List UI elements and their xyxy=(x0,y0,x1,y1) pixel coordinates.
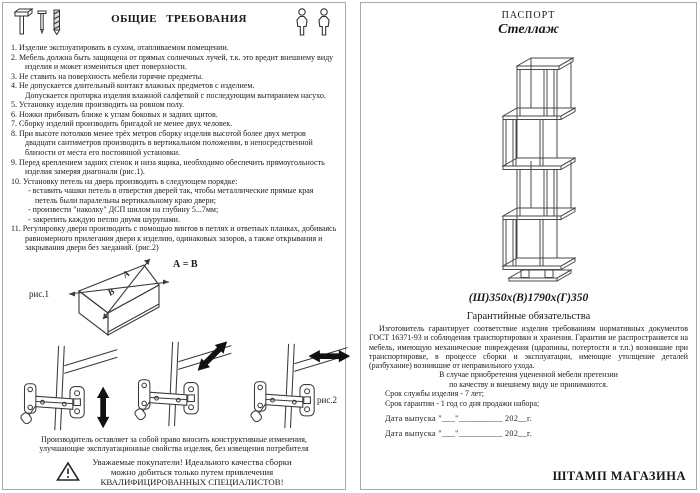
item-number: 2. xyxy=(11,52,17,62)
item-number: 9. xyxy=(11,157,17,167)
warranty-text: Изготовитель гарантирует соответствие изделия требованиям нормативных документов ГОСТ 16371-93 и соблюдения транспортировки и хранения. Гарантия не распространяется на мебель, имеющую механические повреждения (царапины, потертости и т.п.) возникшие при транспортировке, в процессе сборки и эксплуатации, имеющие утолщение деталей (разбухание) возникшие от неправильного ухода. xyxy=(369,324,688,371)
requirement-item xyxy=(11,158,337,177)
item-number: 3. xyxy=(11,71,17,81)
discount-note-line: В случае приобретения уцененной мебели претензии xyxy=(439,370,618,380)
requirement-subitem: - закрепить каждую петлю двумя шурупами. xyxy=(28,214,180,224)
item-number: 6. xyxy=(11,109,17,119)
item-text: Установку петель на дверь производить в следующем порядке: xyxy=(23,176,238,186)
product-dimensions: (Ш)350х(В)1790х(Г)350 xyxy=(468,292,589,304)
requirement-item xyxy=(11,72,337,82)
item-number: 8. xyxy=(11,128,17,138)
service-life: Срок службы изделия - 7 лет; xyxy=(385,389,484,399)
requirement-item xyxy=(11,224,337,253)
warning-line: можно добиться только путем привлечения xyxy=(110,466,274,477)
warranty-period: Срок гарантии - 1 год со дня продажи набора; xyxy=(385,398,540,408)
left-page-header xyxy=(11,7,337,41)
item-number: 5. xyxy=(11,100,17,110)
item-text: Изделие эксплуатировать в сухом, отапливаемом помещении. xyxy=(19,43,229,52)
item-number: 7. xyxy=(11,119,17,129)
discount-note-line: по качеству и внешнему виду не принимаются. xyxy=(449,379,608,389)
requirement-item xyxy=(11,43,337,53)
shelf-drawing xyxy=(481,40,576,290)
fig2-label: рис.2 xyxy=(317,395,338,406)
fig1-diagonal-a-label: А xyxy=(120,268,132,280)
requirement-item xyxy=(11,110,337,120)
warning-line: КВАЛИФИЦИРОВАННЫХ СПЕЦИАЛИСТОВ! xyxy=(100,477,284,488)
item-text: Ножки прибивать ближе к углам боковых и задних щитов. xyxy=(19,109,218,119)
item-text: Регулировку двери производить с помощью винтов в петлях и ответных планках, добиваясь равномерного прилегания двери к изделию, одинаковых зазоров, а также открывания и закрывания двери без заеданий. (рис.2) xyxy=(22,224,337,253)
warning-triangle-icon xyxy=(56,461,80,482)
warranty-title: Гарантийные обязательства xyxy=(466,311,591,322)
item-number: 11. xyxy=(11,224,21,234)
product-name: Стеллаж xyxy=(498,22,559,37)
requirements-list xyxy=(11,43,337,253)
requirement-item xyxy=(11,81,337,91)
item-number: 4. xyxy=(11,81,17,91)
fig1-label: рис.1 xyxy=(29,289,50,300)
item-number: 10. xyxy=(11,176,21,186)
warning-block xyxy=(11,457,337,488)
two-persons-icon xyxy=(291,7,337,38)
item-text: Сборку изделий производить бригадой не менее двух человек. xyxy=(19,119,233,129)
item-text: Установку изделия производить на ровном полу. xyxy=(19,100,184,110)
issue-date-line: Дата выпуска "___"__________ 202__г. xyxy=(385,414,533,424)
item-text: Перед креплением задних стенок и низа ящика, необходимо обеспечить прямоугольность изделия замеряя диагонали (рис.1). xyxy=(19,157,325,177)
producer-note: Производитель оставляет за собой право вносить конструктивные изменения, улучшающие эксплуатационные свойства изделия, без извещения потребителя xyxy=(39,435,309,454)
item-text: Мебель должна быть защищена от прямых солнечных лучей, т.к. это вредит внешнему виду изделия и может измениться цвет поверхности. xyxy=(19,52,334,72)
item-number: 1. xyxy=(11,43,17,52)
fig1-diagonal-b-label: В xyxy=(105,286,117,298)
general-requirements-page xyxy=(2,2,346,490)
requirement-item xyxy=(11,53,337,72)
item-text: Не допускается длительный контакт влажных предметов с изделием. xyxy=(19,81,255,91)
store-stamp-label: ШТАМП МАГАЗИНА xyxy=(552,469,686,483)
shelf-drawing-wrap xyxy=(369,40,688,290)
hinge-diagram-vertical-adjust xyxy=(17,343,122,433)
requirement-item xyxy=(11,177,337,187)
figures-area xyxy=(11,253,337,433)
hinge-diagram-diagonal-adjust xyxy=(131,339,236,429)
item-text: Не ставить на поверхность мебели горячие предметы. xyxy=(19,71,204,81)
item-text: При высоте потолков менее трёх метров сборку изделия высотой более двух метров двадцати сантиметров производить в вертикальном положении, в непосредственной близости от места его постоянной установки. xyxy=(19,128,313,158)
tools-icon xyxy=(11,7,67,38)
passport-title: ПАСПОРТ xyxy=(501,10,556,21)
fig1-equation: А = В xyxy=(173,259,198,271)
warning-text xyxy=(92,457,291,488)
page-title: ОБЩИЕ ТРЕБОВАНИЯ xyxy=(111,13,247,25)
requirement-item-continuation: Допускается протирка изделия влажной салфеткой с последующим вытиранием насухо. xyxy=(25,90,326,100)
requirement-item xyxy=(11,119,337,129)
requirement-subitem: - вставить чашки петель в отверстия дверей так, чтобы металлические прямые края петель были паралельны вертикальному краю двери; xyxy=(28,186,314,205)
warning-line: Уважаемые покупатели! Идеального качества сборки xyxy=(92,456,292,467)
requirement-item xyxy=(11,100,337,110)
requirement-item xyxy=(11,129,337,158)
hinge-diagram-horizontal-adjust xyxy=(247,341,352,431)
requirement-subitem: - произвести "наколку" ДСП шилом на глубину 5...7мм; xyxy=(28,205,219,215)
passport-page xyxy=(360,2,697,490)
issue-date-line: Дата выпуска "___"__________ 202__г. xyxy=(385,429,533,439)
